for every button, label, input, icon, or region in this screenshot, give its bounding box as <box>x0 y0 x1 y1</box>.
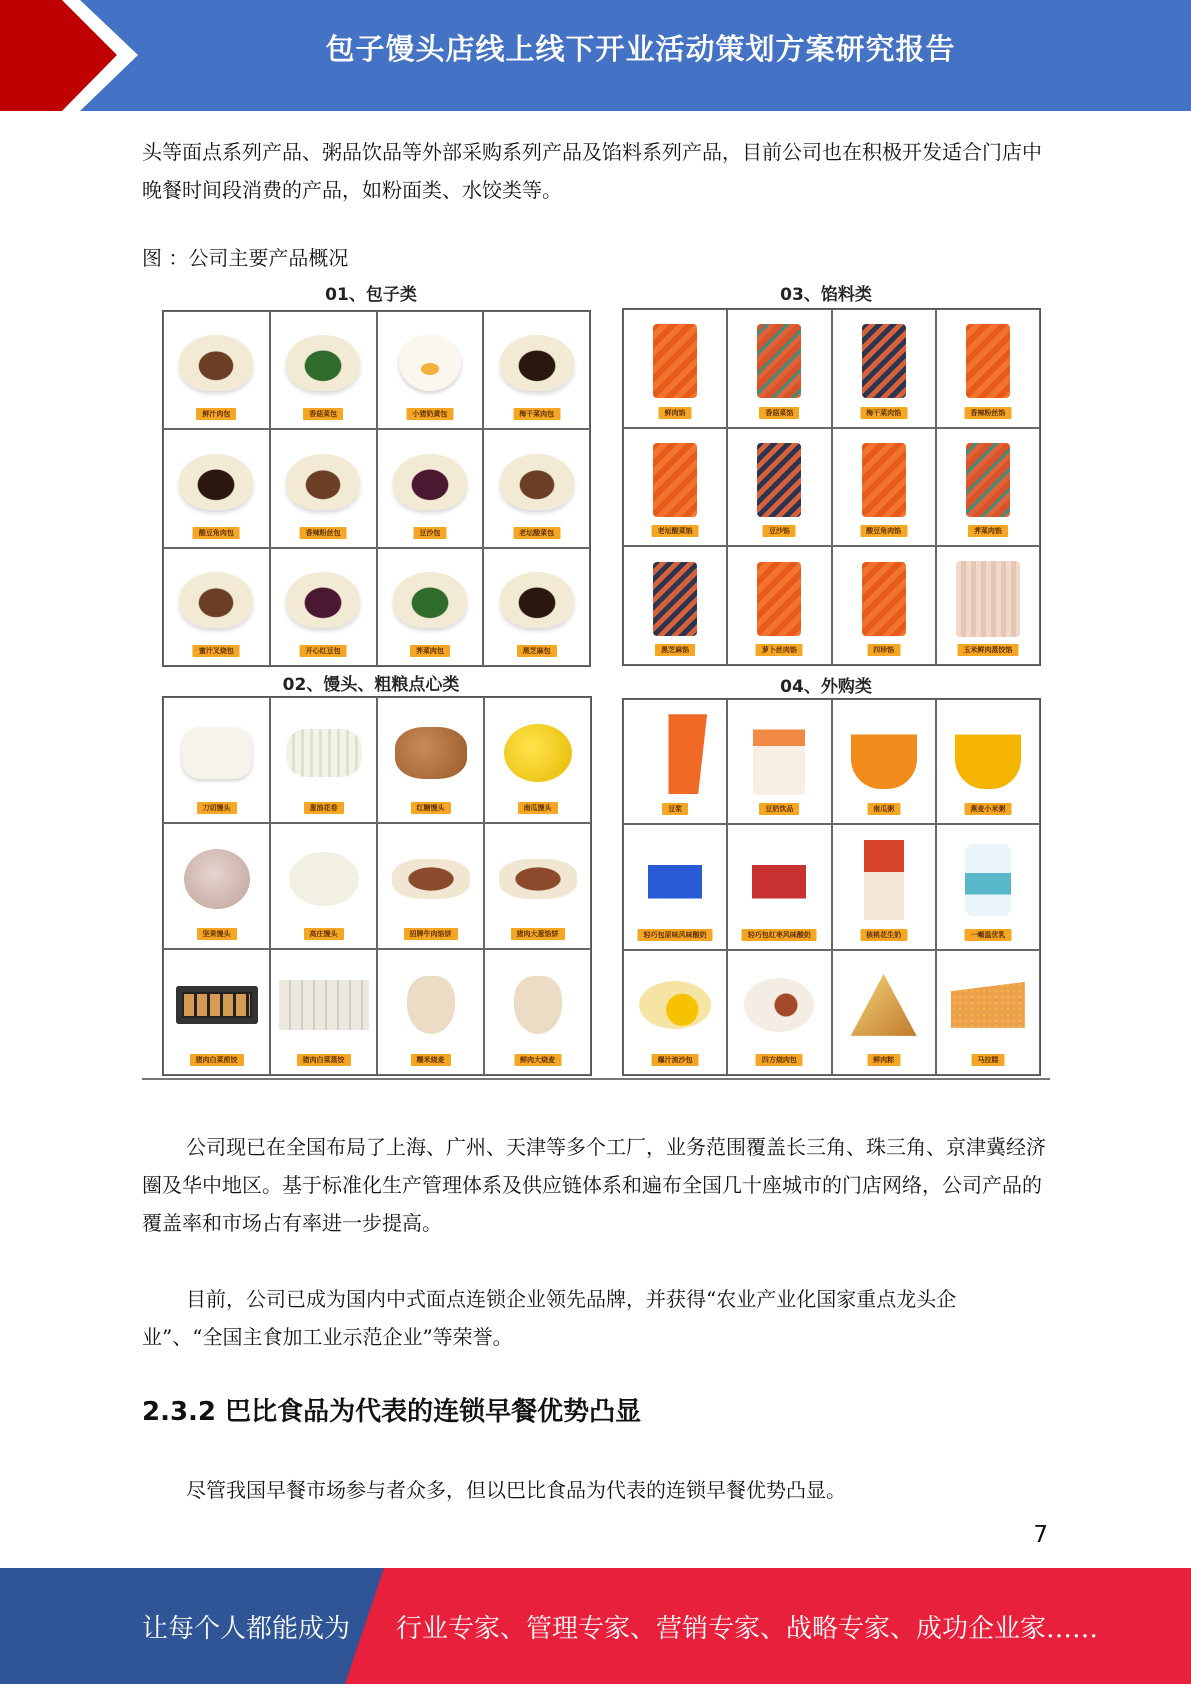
product-image <box>182 727 252 779</box>
product-label: 老坛酸菜馅 <box>652 525 699 537</box>
quadrant-title: 04、外购类 <box>780 677 872 697</box>
product-label: 香辣粉丝包 <box>300 527 347 539</box>
product-label: 坚果馒头 <box>197 928 237 940</box>
product-cell <box>163 311 270 429</box>
product-cell <box>163 949 270 1075</box>
product-cell <box>727 699 831 824</box>
product-image <box>752 843 806 917</box>
product-image <box>864 840 904 920</box>
product-label: 黑芝麻包 <box>517 645 557 657</box>
product-image <box>286 729 362 777</box>
product-cell <box>377 949 484 1075</box>
product-cell <box>623 699 727 824</box>
product-image <box>399 335 461 391</box>
product-label: 南瓜粥 <box>867 803 900 815</box>
product-image <box>500 572 574 628</box>
paragraph-breakfast: 尽管我国早餐市场参与者众多，但以巴比食品为代表的连锁早餐优势凸显。 <box>186 1478 846 1502</box>
product-image <box>176 986 258 1024</box>
product-cell <box>936 824 1040 949</box>
product-image <box>955 719 1021 789</box>
product-label: 蜜汁叉烧包 <box>193 645 240 657</box>
product-cell <box>377 697 484 823</box>
product-label: 轻巧包原味风味酸奶 <box>638 929 713 941</box>
product-cell <box>727 309 831 428</box>
product-image <box>653 562 697 636</box>
product-cell <box>377 548 484 666</box>
product-grid <box>622 308 1041 666</box>
footer-slogan-left: 让每个人都能成为 <box>142 1614 351 1644</box>
product-label: 刀切馒头 <box>197 802 237 814</box>
product-grid <box>162 310 591 667</box>
product-cell <box>163 548 270 666</box>
product-cell <box>484 823 591 949</box>
product-image <box>643 714 707 794</box>
product-image <box>392 859 470 899</box>
product-label: 鲜肉馅 <box>659 407 692 419</box>
product-label: 核桃花生奶 <box>860 929 907 941</box>
product-image <box>753 713 805 795</box>
product-image <box>862 324 906 398</box>
product-cell <box>484 697 591 823</box>
product-label: 爆汁流沙包 <box>652 1054 699 1066</box>
product-image <box>500 454 574 510</box>
product-image <box>504 724 572 782</box>
product-image <box>286 335 360 391</box>
product-image <box>286 572 360 628</box>
product-label: 红糖馒头 <box>411 802 451 814</box>
quadrant-title: 03、馅料类 <box>780 285 872 305</box>
product-label: 黑芝麻馅 <box>655 644 695 656</box>
product-label: 四方烧肉包 <box>756 1054 803 1066</box>
product-image <box>393 454 467 510</box>
product-image <box>757 443 801 517</box>
product-image <box>179 572 253 628</box>
product-cell <box>832 699 936 824</box>
product-cell <box>727 428 831 547</box>
product-cell <box>377 823 484 949</box>
product-cell <box>623 950 727 1075</box>
product-label: 南瓜馒头 <box>518 802 558 814</box>
product-cell <box>936 699 1040 824</box>
product-image <box>393 572 467 628</box>
product-label: 老坛酸菜包 <box>513 527 560 539</box>
product-label: 轻巧包红枣风味酸奶 <box>742 929 817 941</box>
product-cell <box>270 697 377 823</box>
quadrant-fillings <box>602 274 1050 666</box>
product-image <box>757 324 801 398</box>
product-label: 猪肉大葱馅饼 <box>511 928 565 940</box>
product-cell <box>727 824 831 949</box>
page-number: 7 <box>1033 1522 1048 1548</box>
product-label: 豆沙馅 <box>763 525 796 537</box>
figure-divider <box>142 1078 1050 1080</box>
product-label: 梅干菜肉包 <box>513 408 560 420</box>
product-image <box>407 976 455 1034</box>
product-label: 马拉糕 <box>971 1054 1004 1066</box>
intro-paragraph: 头等面点系列产品、粥品饮品等外部采购系列产品及馅料系列产品，目前公司也在积极开发适合门店中晚餐时间段消费的产品，如粉面类、水饺类等。 <box>142 140 1042 202</box>
product-image <box>965 844 1011 916</box>
product-cell <box>936 428 1040 547</box>
product-label: 燕麦小米粥 <box>964 803 1011 815</box>
product-cell <box>832 950 936 1075</box>
product-label: 高庄馒头 <box>304 928 344 940</box>
product-image <box>862 443 906 517</box>
product-image <box>744 978 814 1032</box>
product-cell <box>936 546 1040 665</box>
product-image <box>500 335 574 391</box>
product-label: 一噸温优乳 <box>964 929 1011 941</box>
product-label: 酸豆角肉包 <box>193 527 240 539</box>
product-cell <box>727 546 831 665</box>
product-cell <box>623 309 727 428</box>
product-grid <box>162 696 592 1076</box>
product-label: 猪肉白菜煎饺 <box>190 1054 244 1066</box>
product-image <box>639 981 711 1029</box>
product-cell <box>623 824 727 949</box>
product-cell <box>377 311 484 429</box>
product-image <box>653 324 697 398</box>
product-figure <box>142 274 1050 1079</box>
product-image <box>648 843 702 917</box>
product-label: 酸豆角肉馅 <box>860 525 907 537</box>
product-image <box>179 335 253 391</box>
product-label: 香菇菜包 <box>303 408 343 420</box>
figure-caption: 图 ：公司主要产品概况 <box>142 246 349 270</box>
header-arrow-icon <box>0 0 150 111</box>
product-image <box>653 443 697 517</box>
product-cell <box>484 949 591 1075</box>
product-cell <box>832 309 936 428</box>
product-label: 四珍馅 <box>867 644 900 656</box>
product-image <box>499 859 577 899</box>
product-label: 荠菜肉包 <box>410 645 450 657</box>
product-cell <box>270 429 377 547</box>
product-label: 荠菜肉馅 <box>968 525 1008 537</box>
product-label: 鲜肉大烧麦 <box>514 1054 561 1066</box>
product-label: 玉米鲜肉蒸饺馅 <box>957 644 1018 656</box>
product-cell <box>377 429 484 547</box>
product-cell <box>483 311 590 429</box>
product-cell <box>163 697 270 823</box>
product-image <box>851 719 917 789</box>
quadrant-title: 02、馒头、粗粮点心类 <box>282 675 460 695</box>
product-image <box>514 976 562 1034</box>
product-cell <box>832 428 936 547</box>
product-cell <box>936 309 1040 428</box>
product-label: 糯米烧麦 <box>411 1054 451 1066</box>
product-label: 香辣粉丝馅 <box>964 407 1011 419</box>
product-label: 猪肉白菜蒸饺 <box>297 1054 351 1066</box>
product-cell <box>727 950 831 1075</box>
product-image <box>395 727 467 779</box>
product-cell <box>483 429 590 547</box>
product-image <box>279 980 369 1030</box>
product-image <box>757 562 801 636</box>
product-label: 葱油花卷 <box>304 802 344 814</box>
product-cell <box>832 824 936 949</box>
product-image <box>951 982 1025 1028</box>
product-label: 开心红豆包 <box>300 645 347 657</box>
product-label: 小猪奶黄包 <box>406 408 453 420</box>
product-image <box>184 849 250 909</box>
paragraph-honors: 目前，公司已成为国内中式面点连锁企业领先品牌，并获得“农业产业化国家重点龙头企业”、“全国主食加工业示范企业”等荣誉。 <box>142 1287 957 1349</box>
product-label: 萝卜丝肉馅 <box>756 644 803 656</box>
product-label: 豆浆 <box>662 803 688 815</box>
product-label: 鲜肉粽 <box>867 1054 900 1066</box>
product-cell <box>832 546 936 665</box>
section-heading: 2.3.2 巴比食品为代表的连锁早餐优势凸显 <box>142 1397 642 1427</box>
product-cell <box>483 548 590 666</box>
product-image <box>966 324 1010 398</box>
product-cell <box>936 950 1040 1075</box>
footer-slogan-right: 行业专家、管理专家、营销专家、战略专家、成功企业家…… <box>396 1614 1099 1644</box>
product-image <box>966 443 1010 517</box>
product-image <box>286 454 360 510</box>
quadrant-baozi <box>142 274 600 666</box>
product-cell <box>270 548 377 666</box>
product-image <box>851 974 917 1036</box>
product-image <box>956 561 1020 637</box>
product-image <box>289 852 359 906</box>
product-label: 招牌牛肉馅饼 <box>404 928 458 940</box>
quadrant-purchased <box>602 670 1050 1078</box>
product-cell <box>270 823 377 949</box>
quadrant-mantou <box>142 670 600 1078</box>
product-image <box>179 454 253 510</box>
product-label: 鲜汁肉包 <box>196 408 236 420</box>
product-cell <box>623 428 727 547</box>
quadrant-title: 01、包子类 <box>325 285 417 305</box>
product-label: 豆沙包 <box>413 527 446 539</box>
product-cell <box>270 949 377 1075</box>
product-label: 香菇菜馅 <box>759 407 799 419</box>
product-cell <box>623 546 727 665</box>
product-cell <box>270 311 377 429</box>
product-cell <box>163 823 270 949</box>
product-label: 梅干菜肉馅 <box>860 407 907 419</box>
report-title: 包子馒头店线上线下开业活动策划方案研究报告 <box>325 32 956 66</box>
paragraph-factories: 公司现已在全国布局了上海、广州、天津等多个工厂，业务范围覆盖长三角、珠三角、京津冀经济圈及华中地区。基于标准化生产管理体系及供应链体系和遍布全国几十座城市的门店网络，公司产品的覆盖率和市场占有率进一步提高。 <box>142 1135 1046 1235</box>
product-grid <box>622 698 1041 1076</box>
product-image <box>862 562 906 636</box>
product-label: 豆奶饮品 <box>759 803 799 815</box>
page-header <box>0 0 1191 111</box>
page-footer <box>0 1568 1191 1684</box>
product-cell <box>163 429 270 547</box>
